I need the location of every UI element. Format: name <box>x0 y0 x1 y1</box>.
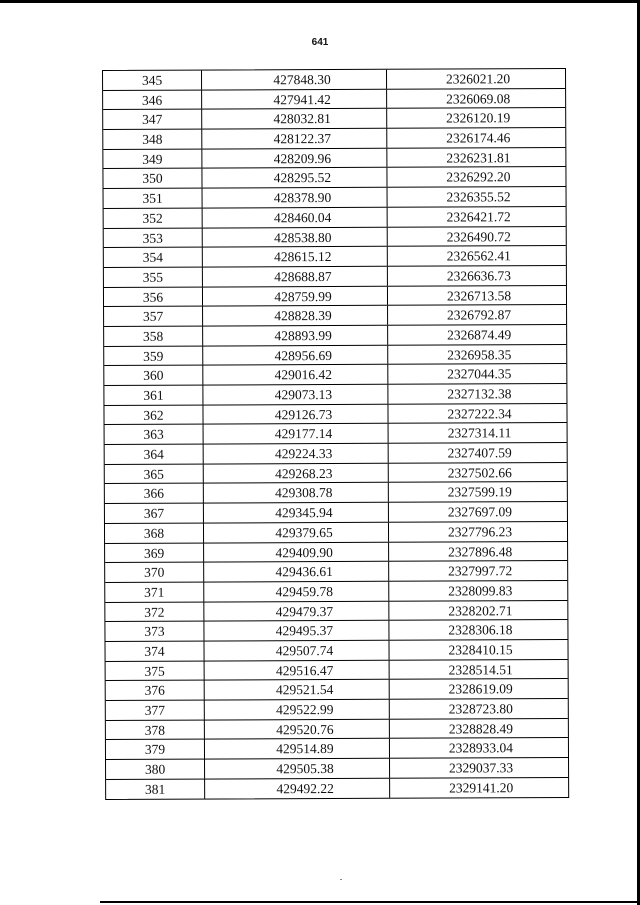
y-coordinate-cell: 2327697.09 <box>447 504 513 520</box>
table-row <box>105 482 567 504</box>
point-number-cell: 375 <box>106 661 205 680</box>
point-number-cell: 345 <box>103 71 202 90</box>
table-row <box>104 325 566 347</box>
x-coordinate-cell: 429522.99 <box>205 700 390 719</box>
table-row <box>106 778 568 800</box>
point-number-cell: 350 <box>103 169 202 188</box>
table-row <box>103 89 565 111</box>
point-number-cell: 351 <box>104 189 203 208</box>
y-coordinate-cell: 2327407.59 <box>447 445 512 461</box>
x-coordinate-cell: 428209.96 <box>202 149 387 168</box>
x-coordinate-cell: 427848.30 <box>202 70 387 89</box>
x-coordinate-cell: 429495.37 <box>204 621 389 640</box>
point-number-cell: 378 <box>106 720 205 739</box>
x-coordinate-cell: 428378.90 <box>203 188 388 207</box>
table-row <box>103 108 565 130</box>
point-number-cell: 368 <box>105 523 204 542</box>
point-number-cell: 372 <box>105 602 204 621</box>
x-coordinate-cell: 428032.81 <box>202 109 387 128</box>
point-number-cell: 366 <box>105 484 204 503</box>
y-coordinate-cell: 2329141.20 <box>449 779 514 796</box>
x-coordinate-cell: 428295.52 <box>202 168 387 187</box>
y-coordinate-cell: 2327132.38 <box>447 386 512 402</box>
x-coordinate-cell: 429073.13 <box>203 385 388 404</box>
table-row <box>104 286 566 308</box>
point-number-cell: 348 <box>103 130 202 149</box>
y-coordinate-cell: 2328619.09 <box>448 681 513 697</box>
y-coordinate-cell: 2328933.04 <box>448 740 514 756</box>
y-coordinate-cell: 2328723.80 <box>448 701 513 717</box>
y-coordinate-cell: 2326562.41 <box>446 248 511 264</box>
point-number-cell: 379 <box>106 740 205 759</box>
x-coordinate-cell: 428759.99 <box>203 286 388 305</box>
x-coordinate-cell: 429520.76 <box>205 719 390 738</box>
scan-border-top <box>0 0 640 3</box>
y-coordinate-cell: 2326021.20 <box>445 71 511 87</box>
x-coordinate-cell: 429479.37 <box>204 601 389 620</box>
x-coordinate-cell: 428615.12 <box>203 247 388 266</box>
point-number-cell: 370 <box>105 563 204 582</box>
x-coordinate-cell: 429505.38 <box>205 759 390 778</box>
point-number-cell: 363 <box>105 425 204 444</box>
point-number-cell: 360 <box>104 366 203 385</box>
table-row <box>105 423 567 445</box>
x-coordinate-cell: 429379.65 <box>204 523 389 542</box>
table-row <box>105 502 567 524</box>
y-coordinate-cell: 2328828.49 <box>448 720 513 737</box>
coordinate-table <box>102 68 569 800</box>
point-number-cell: 361 <box>104 386 203 405</box>
x-coordinate-cell: 429409.90 <box>204 542 389 561</box>
y-coordinate-cell: 2326231.81 <box>446 149 511 166</box>
point-number-cell: 371 <box>105 582 204 601</box>
point-number-cell: 377 <box>106 701 205 720</box>
y-coordinate-cell: 2328306.18 <box>448 622 513 638</box>
table-row <box>106 758 568 780</box>
point-number-cell: 355 <box>104 267 203 286</box>
x-coordinate-cell: 429507.74 <box>204 641 389 660</box>
point-number-cell: 364 <box>105 445 204 464</box>
x-coordinate-cell: 429126.73 <box>203 404 388 423</box>
point-number-cell: 358 <box>104 326 203 345</box>
table-row <box>104 246 566 268</box>
table-row <box>105 601 567 623</box>
table-row <box>104 207 566 229</box>
y-coordinate-cell: 2326120.19 <box>446 110 511 126</box>
y-coordinate-cell: 2327896.48 <box>448 543 513 559</box>
table-row <box>105 463 567 485</box>
point-number-cell: 349 <box>103 149 202 168</box>
scan-speck <box>340 879 342 880</box>
table-row <box>103 128 565 150</box>
point-number-cell: 357 <box>104 307 203 326</box>
x-coordinate-cell: 429514.89 <box>205 739 390 758</box>
y-coordinate-cell: 2326292.20 <box>446 169 511 185</box>
y-coordinate-cell: 2326713.58 <box>446 287 512 304</box>
table-row <box>103 148 565 170</box>
table-row <box>105 620 567 642</box>
x-coordinate-cell: 429345.94 <box>204 503 389 522</box>
table-row <box>104 187 566 209</box>
point-number-cell: 373 <box>105 622 204 641</box>
table-row <box>105 640 567 662</box>
point-number-cell: 352 <box>104 208 203 227</box>
table-row <box>105 581 567 603</box>
table-row <box>106 699 568 721</box>
table-row <box>105 522 567 544</box>
point-number-cell: 369 <box>105 543 204 562</box>
point-number-cell: 356 <box>104 287 203 306</box>
x-coordinate-cell: 428893.99 <box>203 326 388 345</box>
y-coordinate-cell: 2327599.19 <box>447 484 512 500</box>
y-coordinate-cell: 2326490.72 <box>446 228 511 244</box>
x-coordinate-cell: 429521.54 <box>205 680 390 699</box>
y-coordinate-cell: 2327796.23 <box>447 524 513 540</box>
y-coordinate-cell: 2326069.08 <box>446 90 511 107</box>
table-row <box>103 69 565 91</box>
table-row <box>104 364 566 386</box>
table-row <box>104 305 566 327</box>
y-coordinate-cell: 2327997.72 <box>448 563 513 579</box>
y-coordinate-cell: 2326355.52 <box>446 189 511 205</box>
y-coordinate-cell: 2326636.73 <box>446 268 511 284</box>
y-coordinate-cell: 2326174.46 <box>446 130 511 146</box>
y-coordinate-cell: 2327502.66 <box>447 464 512 481</box>
point-number-cell: 365 <box>105 464 204 483</box>
table-row <box>104 384 566 406</box>
y-coordinate-cell: 2328514.51 <box>448 661 513 678</box>
point-number-cell: 353 <box>104 228 203 247</box>
table-row <box>103 167 565 189</box>
point-number-cell: 380 <box>106 760 205 779</box>
point-number-cell: 354 <box>104 248 203 267</box>
x-coordinate-cell: 428538.80 <box>203 227 388 246</box>
table-row <box>104 226 566 248</box>
x-coordinate-cell: 429177.14 <box>204 424 389 443</box>
table-row <box>105 561 567 583</box>
point-number-cell: 367 <box>105 504 204 523</box>
x-coordinate-cell: 428122.37 <box>202 129 387 148</box>
x-coordinate-cell: 427941.42 <box>202 89 387 108</box>
x-coordinate-cell: 429516.47 <box>205 660 390 679</box>
point-number-cell: 362 <box>104 405 203 424</box>
y-coordinate-cell: 2327314.11 <box>447 425 512 441</box>
table-row <box>104 404 566 426</box>
y-coordinate-cell: 2327044.35 <box>447 366 512 382</box>
y-coordinate-cell: 2327222.34 <box>447 405 512 422</box>
y-coordinate-cell: 2326874.49 <box>447 327 512 343</box>
table-row <box>105 443 567 465</box>
table-row <box>105 541 567 563</box>
page-number: 641 <box>311 37 329 48</box>
x-coordinate-cell: 429492.22 <box>205 778 390 798</box>
x-coordinate-cell: 428460.04 <box>203 208 388 227</box>
y-coordinate-cell: 2326421.72 <box>446 209 511 225</box>
table-row <box>104 345 566 367</box>
scan-border-bottom <box>100 901 640 903</box>
x-coordinate-cell: 429268.23 <box>204 464 389 483</box>
x-coordinate-cell: 429459.78 <box>204 582 389 601</box>
point-number-cell: 346 <box>103 90 202 109</box>
y-coordinate-cell: 2328099.83 <box>448 583 513 599</box>
table-row <box>106 738 568 760</box>
table-row <box>106 660 568 682</box>
point-number-cell: 381 <box>106 779 205 799</box>
point-number-cell: 376 <box>106 681 205 700</box>
table-row <box>106 679 568 701</box>
x-coordinate-cell: 429308.78 <box>204 483 389 502</box>
point-number-cell: 359 <box>104 346 203 365</box>
point-number-cell: 347 <box>103 110 202 129</box>
point-number-cell: 374 <box>105 641 204 660</box>
x-coordinate-cell: 429224.33 <box>204 444 389 463</box>
y-coordinate-cell: 2326958.35 <box>447 346 512 363</box>
y-coordinate-cell: 2329037.33 <box>448 760 514 776</box>
table-row <box>106 719 568 741</box>
x-coordinate-cell: 429016.42 <box>203 365 388 384</box>
table-row <box>104 266 566 288</box>
y-coordinate-cell: 2328202.71 <box>448 602 513 619</box>
y-coordinate-cell: 2328410.15 <box>448 642 513 658</box>
x-coordinate-cell: 429436.61 <box>204 562 389 581</box>
x-coordinate-cell: 428956.69 <box>203 345 388 364</box>
y-coordinate-cell: 2326792.87 <box>446 307 512 323</box>
x-coordinate-cell: 428828.39 <box>203 306 388 325</box>
x-coordinate-cell: 428688.87 <box>203 267 388 286</box>
